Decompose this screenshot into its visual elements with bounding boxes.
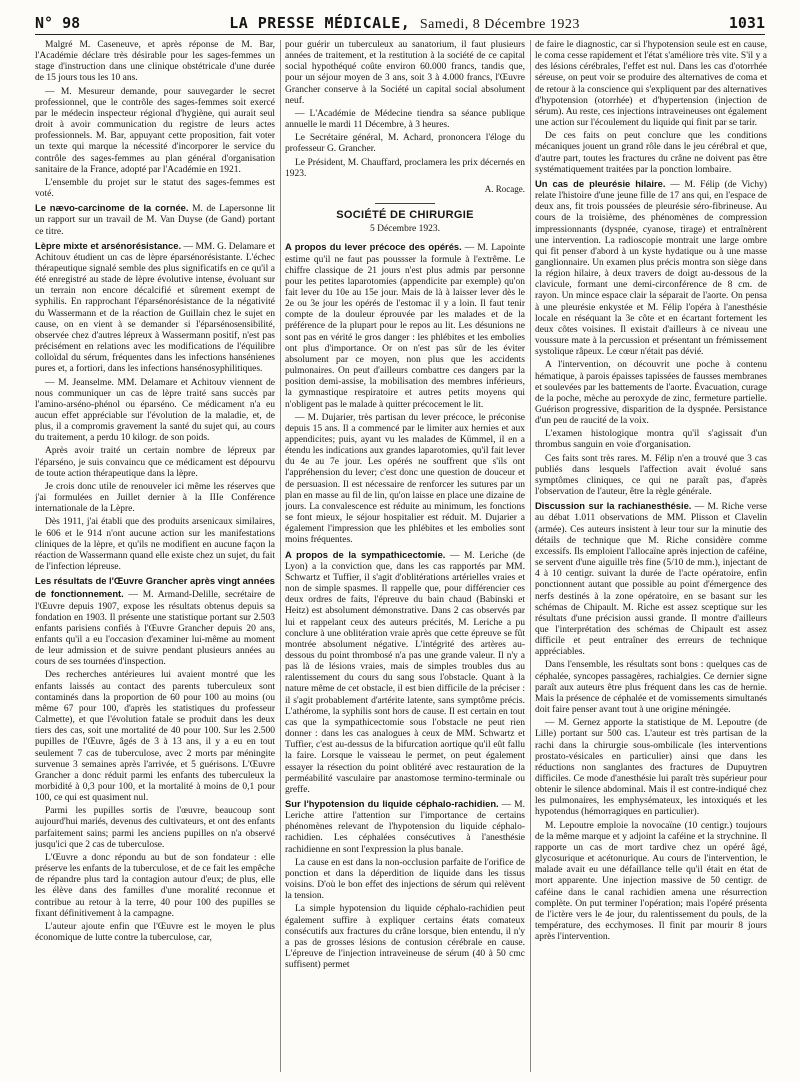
paragraph: La simple hypotension du liquide céphalo-rachidien peut également suffire à expliquer certains états comateux consécutifs aux fractures du crâne lorsque, bien entendu, il n'y a pas de grosses lésions de contusion cérébrale en cause. L'épreuve de l'injection intraveineuse de sérum (40 à 50 cmc suffisent) permet <box>285 904 525 971</box>
article-text: — M. Leriche attire l'attention sur l'importance de certains phénomènes relevant de l'hypotension du liquide céphalo-rachidien. Les céphalées consécutives à l'anesthésie rachidienne en sont l'expression la plus banale. <box>285 800 525 855</box>
column-divider <box>530 40 531 1072</box>
article-title: A propos du lever précoce des opérés. <box>285 241 462 253</box>
article-text: — M. Leriche (de Lyon) a la conviction que, dans les cas rapportés par MM. Schwartz et Tuffier, il s'agit d'oblitérations artérielles vraies et non de simple spasmes. Il rappelle que, pour différencier ces deux ordres de faits, l'épreuve du bain chaud (Babinski et Heitz) est absolument démonstrative. Dans 2 cas observés par lui et rappelant ceux des auteurs précités, M. Leriche a pu conclure à une oblitération vraie après que cette épreuve se fût montrée absolument négative. L'intégrité des artères au-dessous du point thrombosé n'a pas une grande valeur. Il n'y a pas là de lésions vraies, mais de simples troubles dus au ralentissement du cours du sang sous l'obstacle. Quant à la nature même de cet obstacle, il est bien difficile de la préciser : il s'agit probablement d'artérite latente, sans symptôme précis. L'athérome, la syphilis sont hors de cause. Il est certain en tout cas que la sympathicectomie sous l'obstacle ne peut rien donner : dans les cas analogues à ceux de MM. Schwartz et Tuffier, c'est au-dessus de la bifurcation aortique qu'il eût fallu la faire. Lorsque le vaisseau le permet, on peut également essayer la résection du point oblitéré avec restauration de la perméabilité vasculaire par anastomose termino-terminale ou greffe. <box>285 550 525 795</box>
page-number: 1031 <box>728 14 765 32</box>
paragraph: De ces faits on peut conclure que les conditions mécaniques jouent un grand rôle dans le jeu cérébral et que, d'autre part, toutes les fractures du crâne ne doivent pas être systématiquement traitées par la ponction lombaire. <box>535 131 767 175</box>
article-text: M. de Lapersonne lit un rapport sur un travail de M. Van Duyse (de Gand) portant ce titre. <box>35 204 275 237</box>
paragraph: — M. Dujarier, très partisan du lever précoce, le préconise depuis 15 ans. Il a commencé par le limiter aux hernies et aux appendicites; puis, ayant vu les malades de Kümmel, il en a étendu les indications aux grandes laparotomies, qu'il fait lever du 4e au 7e jour. Les opérés ne souffrent que s'ils ont l'appréhension du lever; c'est donc une question de douceur et de persuasion. Il est nécessaire de renforcer les sutures par un plan en masse au fil de lin, qu'on laisse en place une dizaine de jours. La convalescence est réduite au minimum, les fonctions se font mieux, le séjour hospitalier est réduit. M. Dujarier a également l'impression que les phlébites et les embolies sont moins fréquentes. <box>285 412 525 546</box>
article-pleuresie <box>535 178 767 359</box>
article-rachianesthesie <box>535 500 767 658</box>
paragraph: pour guérir un tuberculeux au sanatorium, il faut plusieurs années de traitement, et la restitution à la société de ce capital social hypothéqué coûte environ 60.000 francs, tandis que, pour un séjour moyen de 3 ans, soit 3 à 4.000 francs, l'Œuvre Grancher conserve à la Société un capital social absolument neuf. <box>285 40 525 106</box>
article-title: Lèpre mixte et arsénorésistance. <box>35 239 182 251</box>
paragraph: Le Secrétaire général, M. Achard, prononcera l'éloge du professeur G. Grancher. <box>285 133 525 155</box>
section-date: 5 Décembre 1923. <box>370 224 440 235</box>
article-title: Un cas de pleurésie hilaire. <box>535 177 666 189</box>
paragraph: L'ensemble du projet sur le statut des sages-femmes est voté. <box>35 177 275 200</box>
issue-date: Samedi, 8 Décembre 1923 <box>419 17 580 32</box>
header-rule <box>35 34 765 35</box>
journal-masthead <box>229 14 580 33</box>
paragraph: M. Lepoutre emploie la novocaïne (10 centigr.) toujours de la même marque et y adjoint la caféine et la strychnine. Il rapporte un cas de mort tardive chez un opéré âgé, glycosurique et acétonurique. Au cours de l'intervention, le malade avait eu une défaillance telle qu'il était en état de mort apparente. Une injection massive de 50 centigr. de caféine dans le canal rachidien amena une résurrection complète. On put terminer l'opération; mais l'opéré présenta de l'ictère vers le 4e jour, du ralentissement du pouls, de la température, des ecchymoses. Il finit par mourir 8 jours après l'intervention. <box>535 820 767 943</box>
article-title: Le nævo-carcinome de la cornée. <box>35 202 189 214</box>
article-title: Discussion sur la rachianesthésie. <box>535 500 692 512</box>
article-text: — M. Lapointe estime qu'il ne faut pas poussser la formule à l'extrême. Le chiffre classique de 21 jours n'est plus admis par personne pour les petites laparotomies (appendicite par exemple) qu'on fait lever du 10e au 15e jour. Mais de là à laisser lever dès le 2e ou 3e jour les opérés de l'estomac il y a loin. Il faut tenir compte de la douleur éprouvée par les malades et de la préférence de la plupart pour le repos au lit. Les désunions ne sont pas en vérité le gros danger : les phlébites et les embolies ont plus d'importance. Or on n'est pas sûr de les éviter absolument par ce moyen, non plus que les accidents pulmonaires. On peut d'ailleurs combattre ces dangers par la position demi-assise, la mobilisation des membres inférieurs, la gymnastique respiratoire et autres petits moyens qui n'obligent pas le malade à quitter précocement le lit. <box>285 243 525 410</box>
article-lepre <box>35 240 275 376</box>
paragraph: — M. Mesureur demande, pour sauvegarder le secret professionnel, que le contrôle des sages-femmes soit exercé par le médecin inspecteur régional d'hygiène, qui aurait seul droit à avoir communication du registre de leurs actes professionnels. M. Bar, appuyant cette proposition, fait voter un texte qui marque la nécessité d'incorporer le service du contrôle des sages-femmes au plan général d'organisation sanitaire de la France, adopté par l'Académie en 1921. <box>35 86 275 175</box>
column-3 <box>535 40 767 1076</box>
column-1 <box>35 40 275 1076</box>
article-text: — M. Félip (de Vichy) relate l'histoire d'une jeune fille de 17 ans qui, en l'espace de deux ans, fit trois poussées de pleurésie séro-fibrineuse. Au cours de la troisième, des phénomènes de compression impressionnants (dyspnée, cyanose, tirage) et entraînèrent une intervention. La radioscopie montrait une large ombre qui fit penser d'abord à un kyste hydatique ou à une masse ganglionnaire. Un examen plus précis montra son siège dans la région hilaire, à deux travers de doigt au-dessous de la clavicule, formant une demi-circonférence de 8 cm. de rayon. Un mince espace clair la séparait de l'aorte. On pensa à une pleurésie enkystée et M. Félip l'opéra à l'anesthésie locale en réséquant la 3e côte et en écartant fortement les deux côtes voisines. Il existait d'ailleurs à ce niveau une voussure mate à la percussion et présentant un frémissement systolique râpeux. Le cœur n'était pas dévié. <box>535 179 767 358</box>
article-title: Les résultats de l'Œuvre Grancher après vingt années de fonctionnement. <box>35 575 275 600</box>
article-text: — M. Riche verse au débat 1.011 observations de MM. Plisson et Clavelin (armée). Ces auteurs insistent à leur tour sur la minutie des détails de technique que M. Riche considère comme excessifs. Ils emploient l'allocaïne après injection de caféine, se servent d'une aiguille très fine (5/10 de mm.), injectant de 4 à 10 centigr. suivant la durée de l'acte opératoire, enfin ponctionnent autant que possible au point d'émergence des nerfs destinés à la zone opératoire, en se basant sur les schémas de Chipault. M. Riche est assez sceptique sur les résultats d'une précision aussi grande. Il montre d'ailleurs que l'interprétation des schémas de Chipault est assez difficile et peut entraîner des erreurs de technique appréciables. <box>535 502 767 658</box>
signature: A. Rocage. <box>484 183 525 194</box>
article-hypotension <box>285 798 525 856</box>
paragraph: Dans l'ensemble, les résultats sont bons : quelques cas de céphalée, syncopes passagères, rachialgies. Ce dernier signe paraît aux auteurs être plus fréquent dans les cas de hernie. Mais la présence de céphalée et de vomissements simultanés doit faire penser avant tout à une origine méningée. <box>535 660 767 716</box>
section-title: SOCIÉTÉ DE CHIRURGIE <box>336 209 474 222</box>
paragraph: A l'intervention, on découvrit une poche à contenu hématique, à parois épaisses tapissées de fausses membranes et soulevées par les battements de l'aorte. Évacuation, curage de la poche, mèche au peroxyde de zinc, fermeture partielle. Guérison progressive, disparition de la dyspnée. Persistance d'un peu de raucité de la voix. <box>535 360 767 427</box>
article-title: A propos de la sympathicectomie. <box>285 548 446 560</box>
paragraph: de faire le diagnostic, car si l'hypotension seule est en cause, le coma cesse rapidement et l'état s'améliore très vite. S'il y a des lésions cérébrales, l'effet est nul. Dans les cas d'otorrhée séreuse, on peut voir se produire des alternatives de coma et de retour à la conscience qui s'expliquent par des alternatives d'hypotension (otorrhée) et d'hypertension (injection de sérum). Au reste, ces injections intraveineuses ont également une action sur l'écoulement du liquide qui finit par se tarir. <box>535 40 767 129</box>
paragraph: L'Œuvre a donc répondu au but de son fondateur : elle préserve les enfants de la tuberculose, et de ce fait les empêche de répandre plus tard la contagion autour d'eux; de plus, elle les élève dans des familles d'une moralité reconnue et contribue au retour à la terre, 40 pour 100 des pupilles se fixant définitivement à la campagne. <box>35 852 275 919</box>
paragraph: Dès 1911, j'ai établi que des produits arsenicaux similaires, le 606 et le 914 n'ont aucune action sur les manifestations cliniques de la lèpre, et qu'ils ne modifient en aucune façon la réaction de Wassermann quand elle existe chez un sujet, du fait de l'infection lépreuse. <box>35 517 275 573</box>
paragraph: — M. Gernez apporte la statistique de M. Lepoutre (de Lille) portant sur 500 cas. L'auteur est très partisan de la rachi dans la chirurgie sous-ombilicale (les interventions prostato-vésicales en particulier) ainsi que dans les réductions non sanglantes des fractures de Dupuytren difficiles. Ce mode d'anesthésie lui paraît très supérieur pour obtenir le silence abdominal. Mais il est contre-indiqué chez les pulmonaires, les emphysémateux, les intoxiqués et les hypotendus (hémorragiques en particulier). <box>535 718 767 818</box>
paragraph: L'examen histologique montra qu'il s'agissait d'un thrombus sanguin en voie d'organisation. <box>535 429 767 451</box>
paragraph: — L'Académie de Médecine tiendra sa séance publique annuelle le mardi 11 Décembre, à 3 heures. <box>285 108 525 131</box>
article-grancher <box>35 575 275 668</box>
paragraph: Le Président, M. Chauffard, proclamera les prix décernés en 1923. <box>285 157 525 179</box>
issue-number: N° 98 <box>35 14 81 32</box>
column-divider <box>280 40 281 1072</box>
paragraph: L'auteur ajoute enfin que l'Œuvre est le moyen le plus économique de lutte contre la tuberculose, car, <box>35 921 275 944</box>
paragraph: Malgré M. Caseneuve, et après réponse de M. Bar, l'Académie déclare très désirable pour les sages-femmes un stage d'instruction dans une clinique obstétricale d'une durée de 15 jours tous les 10 ans. <box>35 40 275 84</box>
page-header <box>35 14 765 34</box>
paragraph: La cause en est dans la non-occlusion parfaite de l'orifice de ponction et dans la déperdition de liquide dans les tissus voisins. D'où le bon effet des injections de sérum qui relèvent la tension. <box>285 857 525 902</box>
section-rule <box>375 203 435 204</box>
article-text: — M. Armand-Delille, secrétaire de l'Œuvre depuis 1907, expose les résultats obtenus depuis sa fondation en 1903. Il présente une statistique portant sur 2.503 enfants parisiens confiés à l'Œuvre Grancher depuis 20 ans, enfants qu'il a eu l'occasion d'examiner lui-même au moment de leur admission et de suivre pendant plusieurs années au cours de ses tournées d'inspection. <box>35 590 275 668</box>
paragraph: Ces faits sont très rares. M. Félip n'en a trouvé que 3 cas publiés dans lesquels l'affection avait évolué sans symptômes cliniques, ce qui ne paraît pas, d'après l'observation de l'auteur, être la règle générale. <box>535 453 767 498</box>
paragraph: Des recherches antérieures lui avaient montré que les enfants laissés au contact des parents tuberculeux sont contaminés dans la proportion de 60 pour 100 au moins (ou même 67 pour 100, d'après les statistiques du professeur Calmette), et que l'évolution fatale se produit dans les deux tiers des cas, soit une mortalité de 40 pour 100. Sur les 2.500 pupilles de l'Œuvre, âgés de 3 à 13 ans, il y a eu en tout seulement 7 cas de tuberculose, avec 2 morts par méningite survenue 3 semaines après l'arrivée, et 5 guérisons. L'Œuvre Grancher a donc réduit parmi les enfants des tuberculeux la morbidité à 0,3 pour 100, et la mortalité à moins de 0,1 pour 100, ce qui est quasiment nul. <box>35 670 275 804</box>
article-title: Sur l'hypotension du liquide céphalo-rachidien. <box>285 798 499 809</box>
article-naevo <box>35 202 275 237</box>
paragraph: — M. Jeanselme. MM. Delamare et Achitouv viennent de nous communiquer un cas de lèpre traité sans succès par l'amino-arséno-phénol ou éparséno. Ce médicament n'a eu aucun effet appréciable sur l'évolution de la maladie, et, de plus, il a compromis gravement la santé du sujet qui, au cours du traitement, a perdu 10 kilogr. de son poids. <box>35 377 275 444</box>
article-lever <box>285 241 525 410</box>
journal-title: LA PRESSE MÉDICALE, <box>229 14 411 32</box>
article-sympathicectomie <box>285 549 525 796</box>
paragraph: Je crois donc utile de renouveler ici même les réserves que j'ai formulées en Juillet dernier à la IIIe Conférence internationale de la Lèpre. <box>35 481 275 515</box>
paragraph: Parmi les pupilles sortis de l'œuvre, beaucoup sont aujourd'hui mariés, devenus des cultivateurs, et ont des enfants parfaitement sains; parmi les anciens pupilles on n'a observé jusqu'ici que 2 cas de tuberculose. <box>35 806 275 850</box>
article-text: — MM. G. Delamare et Achitouv étudient un cas de lèpre éparsénorésistante. L'échec thérapeutique signalé semble des plus significatifs en ce qu'il a été enregistré au stade de lèpre évolutive intense, évoluant sur un terrain non encore décalcifié et sûrement exempt de syphilis. En rapprochant l'éparsénorésistance de la négativité du Wassermann et de la réaction de Guillain chez le sujet en cause, on en vient à se demander si l'éparsénosensibilité, observée chez d'autres lépreux à Wassermann positif, n'est pas précisément en relations avec les modifications de l'équilibre colloïdal du sérum, fréquentes dans les infections hansénienes pures et, a fortiori, dans les infections hansénosyphilitiques. <box>35 241 275 375</box>
paragraph: Après avoir traité un certain nombre de lépreux par l'éparséno, je suis convaincu que ce médicament est dépourvu de toute action thérapeutique dans la lèpre. <box>35 446 275 479</box>
column-2 <box>285 40 525 1076</box>
